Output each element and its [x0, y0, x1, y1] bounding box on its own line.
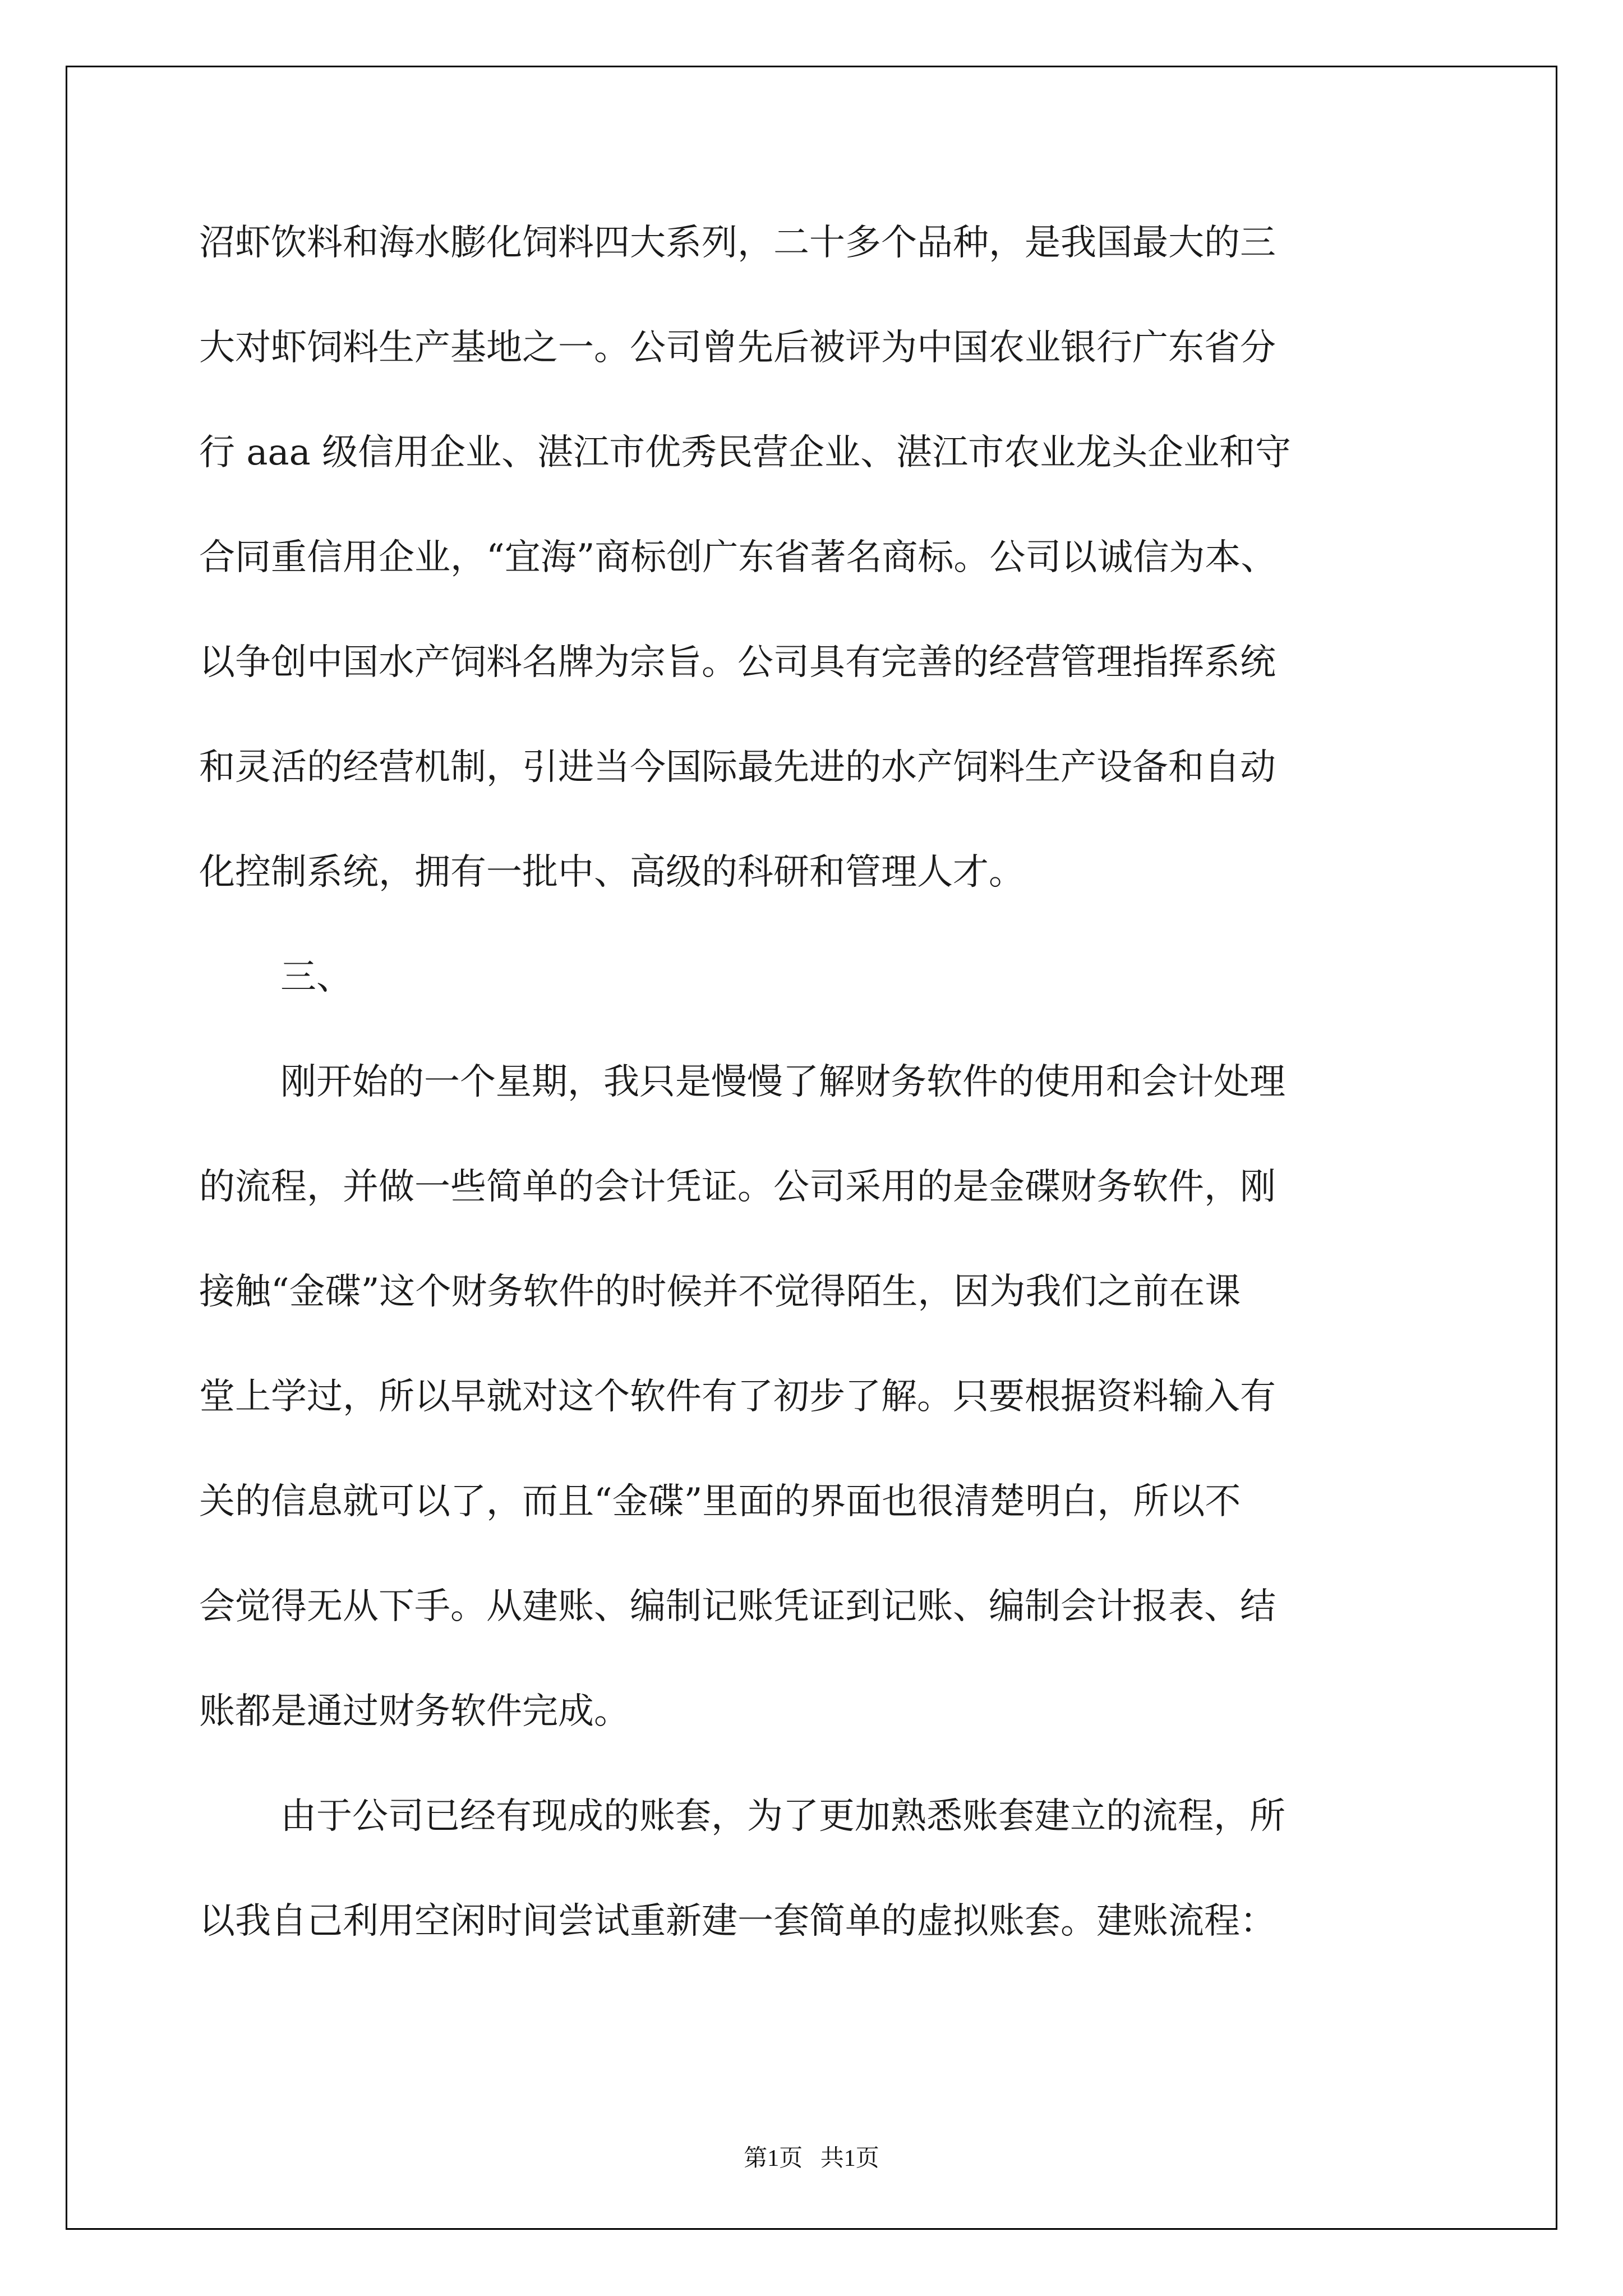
page-total: 共1页 — [820, 2146, 879, 2171]
body-line: 和灵活的经营机制，引进当今国际最先进的水产饲料生产设备和自动 — [199, 747, 1276, 788]
body-line: 以我自己利用空闲时间尝试重新建一套简单的虚拟账套。建账流程： — [199, 1901, 1276, 1942]
page-footer — [0, 2143, 1623, 2174]
body-line: 账都是通过财务软件完成。 — [199, 1691, 630, 1732]
body-line: 大对虾饲料生产基地之一。公司曾先后被评为中国农业银行广东省分 — [199, 327, 1276, 369]
body-line: 化控制系统，拥有一批中、高级的科研和管理人才。 — [199, 852, 1025, 893]
body-line: 以争创中国水产饲料名牌为宗旨。公司具有完善的经营管理指挥系统 — [199, 642, 1276, 683]
body-line: 刚开始的一个星期，我只是慢慢了解财务软件的使用和会计处理 — [280, 1061, 1285, 1103]
body-line: 会觉得无从下手。从建账、编制记账凭证到记账、编制会计报表、结 — [199, 1586, 1276, 1627]
body-line: 行 aaa 级信用企业、湛江市优秀民营企业、湛江市农业龙头企业和守 — [199, 432, 1292, 473]
section-heading: 三、 — [280, 956, 352, 998]
body-line: 由于公司已经有现成的账套，为了更加熟悉账套建立的流程，所 — [280, 1796, 1285, 1837]
body-line: 接触“金碟”这个财务软件的时候并不觉得陌生，因为我们之前在课 — [199, 1271, 1241, 1313]
body-line: 关的信息就可以了，而且“金碟”里面的界面也很清楚明白，所以不 — [199, 1481, 1241, 1522]
body-line: 合同重信用企业，“宜海”商标创广东省著名商标。公司以诚信为本、 — [199, 537, 1277, 578]
page-number: 第1页 — [744, 2146, 803, 2171]
body-line: 的流程，并做一些简单的会计凭证。公司采用的是金碟财务软件，刚 — [199, 1166, 1276, 1208]
body-line: 堂上学过，所以早就对这个软件有了初步了解。只要根据资料输入有 — [199, 1376, 1276, 1418]
body-line: 沼虾饮料和海水膨化饲料四大系列，二十多个品种，是我国最大的三 — [199, 222, 1276, 264]
